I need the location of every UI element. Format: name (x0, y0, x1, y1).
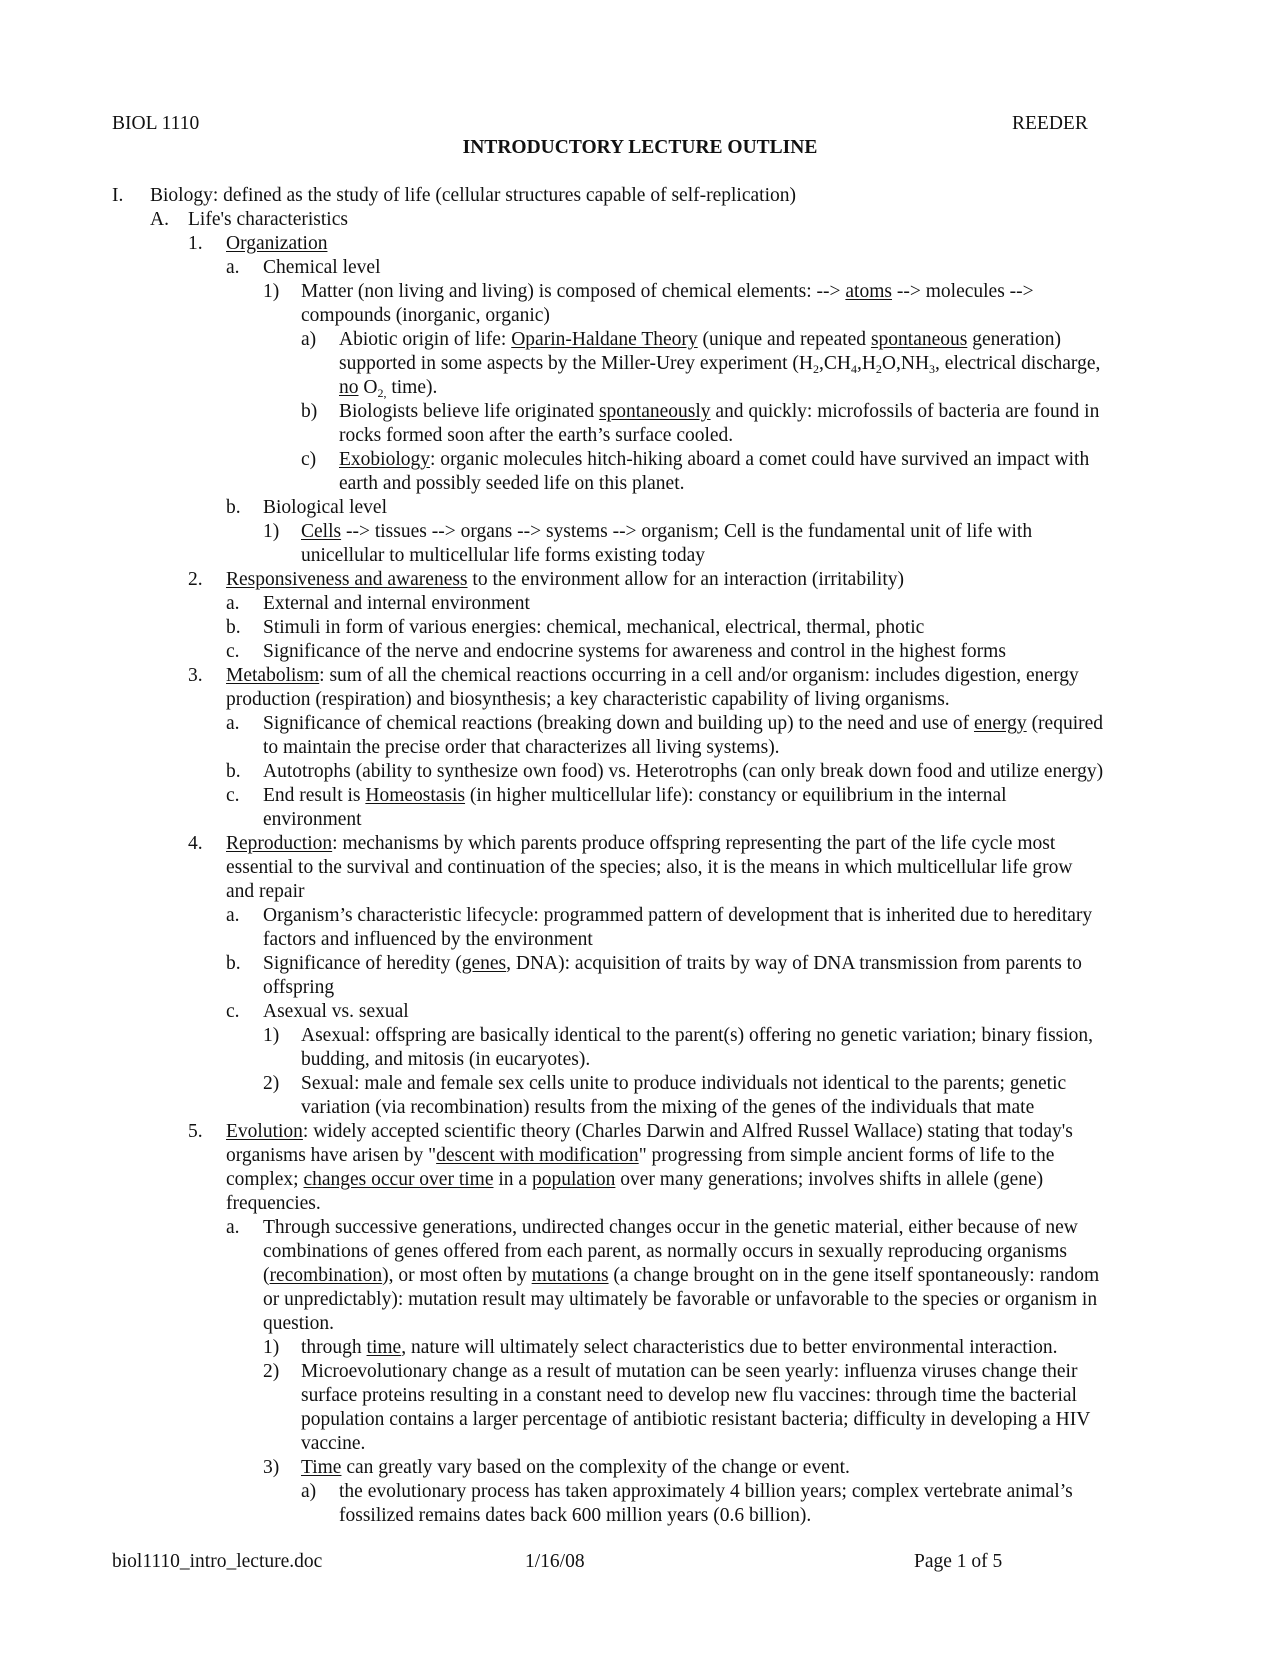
text-run: Asexual vs. sexual (263, 1001, 409, 1022)
outline-text (301, 1096, 1034, 1120)
text-run: Biology: defined as the study of life (cellular structures capable of self-replication) (150, 185, 796, 206)
underlined-term: energy (973, 713, 1027, 734)
outline-marker: b) (301, 401, 318, 422)
outline-text (263, 736, 780, 760)
text-run: --> tissues --> organs --> systems --> organism; Cell is the fundamental unit of life with (341, 521, 1033, 542)
underlined-term: spontaneously (598, 401, 711, 422)
outline-marker: A. (150, 209, 169, 230)
text-run: External and internal environment (263, 593, 530, 614)
text-run: over many generations; involves shifts in allele (gene) (615, 1169, 1044, 1190)
outline-text (263, 640, 1006, 664)
text-run: unicellular to multicellular life forms existing today (301, 545, 705, 566)
text-run: fossilized remains dates back 600 million years (0.6 billion). (339, 1505, 812, 1526)
outline-text (263, 928, 593, 952)
outline-marker: 1) (263, 281, 280, 302)
outline-text (263, 256, 381, 280)
text-run: Asexual: offspring are basically identical to the parent(s) offering no genetic variation; binary fission, (301, 1025, 1094, 1046)
text-run: End result is (263, 785, 366, 806)
underlined-term: Evolution (226, 1121, 303, 1142)
outline-text (301, 1360, 1077, 1384)
outline-marker: 1) (263, 521, 280, 542)
text-run: variation (via recombination) results from the mixing of the genes of the individuals that mate (301, 1097, 1035, 1118)
text-run: offspring (263, 977, 335, 998)
outline-text (301, 1072, 1066, 1096)
underlined-term: genes (461, 953, 507, 974)
outline-text (150, 184, 796, 208)
text-run: ), or most often by (382, 1265, 532, 1286)
outline-marker: c. (226, 1001, 240, 1022)
text-run: question. (263, 1313, 334, 1334)
text-run: Biological level (263, 497, 388, 518)
course-code: BIOL 1110 (112, 113, 200, 134)
text-run: vaccine. (301, 1433, 366, 1454)
outline-text (263, 1312, 334, 1336)
outline-marker: 2) (263, 1073, 280, 1094)
outline-text (226, 232, 327, 256)
outline-marker: 5. (188, 1121, 203, 1142)
text-run: population contains a larger percentage of antibiotic resistant bacteria; difficulty in developing a HIV (301, 1409, 1091, 1430)
outline-text (339, 472, 685, 496)
underlined-term: Reproduction (226, 833, 333, 854)
outline-marker: 1) (263, 1025, 280, 1046)
outline-text (263, 1000, 409, 1024)
outline-marker: 1) (263, 1337, 280, 1358)
outline-text (226, 1192, 321, 1216)
outline-text (263, 904, 1092, 928)
text-run: O,NH (881, 353, 930, 374)
outline-marker: b. (226, 497, 241, 518)
text-run: Microevolutionary change as a result of mutation can be seen yearly: influenza viruses change their (301, 1361, 1078, 1382)
text-run: : sum of all the chemical reactions occurring in a cell and/or organism: includes digestion, energy (319, 665, 1079, 686)
text-run: or unpredictably): mutation result may ultimately be favorable or unfavorable to the species or organism in (263, 1289, 1098, 1310)
subscript: 3 (929, 362, 936, 376)
underlined-term: descent with modification (436, 1145, 639, 1166)
subscript: 2, (377, 386, 387, 400)
text-run: Through successive generations, undirected changes occur in the genetic material, either because of new (263, 1217, 1078, 1238)
outline-marker: 2) (263, 1361, 280, 1382)
text-run: Matter (non living and living) is composed of chemical elements: --> (301, 281, 846, 302)
outline-text (226, 664, 1079, 688)
outline-text (226, 856, 1072, 880)
outline-text (226, 568, 904, 592)
outline-text (263, 808, 362, 832)
text-run: organisms have arisen by " (226, 1145, 437, 1166)
text-run: Significance of the nerve and endocrine systems for awareness and control in the highest forms (263, 641, 1006, 662)
text-run: Stimuli in form of various energies: chemical, mechanical, electrical, thermal, photic (263, 617, 925, 638)
outline-marker: 3. (188, 665, 203, 686)
underlined-term: Time (301, 1457, 342, 1478)
underlined-term: mutations (531, 1265, 609, 1286)
outline-text (226, 1144, 1054, 1168)
text-run: Significance of chemical reactions (breaking down and building up) to the need and use of (263, 713, 974, 734)
outline-text (226, 688, 950, 712)
text-run: through (301, 1337, 367, 1358)
outline-marker: b. (226, 953, 241, 974)
text-run: (unique and repeated (697, 329, 871, 350)
text-run: Abiotic origin of life: (339, 329, 512, 350)
text-run: , electrical discharge, (935, 353, 1101, 374)
outline-marker: a. (226, 905, 240, 926)
underlined-term: no (339, 377, 359, 398)
outline-marker: c. (226, 785, 240, 806)
outline-text (301, 304, 550, 328)
text-run: Significance of heredity ( (263, 953, 462, 974)
text-run: time). (386, 377, 438, 398)
text-run: " progressing from simple ancient forms of life to the (638, 1145, 1055, 1166)
text-run: O (358, 377, 378, 398)
outline-marker: I. (112, 185, 124, 206)
text-run: production (respiration) and biosynthesis; a key characteristic capability of living organisms. (226, 689, 950, 710)
text-run: , DNA): acquisition of traits by way of DNA transmission from parents to (506, 953, 1082, 974)
outline-text (226, 1168, 1043, 1192)
outline-text (263, 976, 334, 1000)
outline-marker: 4. (188, 833, 203, 854)
text-run: Autotrophs (ability to synthesize own food) vs. Heterotrophs (can only break down food and utilize energy) (263, 761, 1104, 782)
outline-text (339, 376, 437, 400)
text-run: , nature will ultimately select characteristics due to better environmental interaction. (401, 1337, 1058, 1358)
subscript: 2 (812, 362, 819, 376)
outline-text (301, 1024, 1093, 1048)
text-run: factors and influenced by the environment (263, 929, 593, 950)
underlined-term: spontaneous (870, 329, 968, 350)
outline-marker: c) (301, 449, 317, 470)
outline-text (263, 1240, 1067, 1264)
outline-text (301, 280, 1034, 304)
underlined-term: time (366, 1337, 402, 1358)
text-run: Life's characteristics (188, 209, 348, 230)
author-name: REEDER (1012, 113, 1088, 134)
outline-text (301, 1432, 365, 1456)
underlined-term: Cells (301, 521, 342, 542)
outline-text (226, 880, 305, 904)
text-run: : organic molecules hitch-hiking aboard a comet could have survived an impact with (430, 449, 1090, 470)
underlined-term: Oparin-Haldane Theory (511, 329, 698, 350)
text-run: environment (263, 809, 362, 830)
text-run: and quickly: microfossils of bacteria are found in (710, 401, 1100, 422)
text-run: complex; (226, 1169, 304, 1190)
text-run: (required (1026, 713, 1104, 734)
footer-page-number: Page 1 of 5 (914, 1551, 1003, 1572)
footer-date: 1/16/08 (525, 1551, 585, 1572)
outline-text (339, 1504, 811, 1528)
underlined-term: recombination (269, 1265, 383, 1286)
outline-text (339, 328, 1061, 352)
outline-marker: a. (226, 257, 240, 278)
text-run: compounds (inorganic, organic) (301, 305, 550, 326)
outline-marker: a) (301, 1481, 317, 1502)
outline-marker: a. (226, 1217, 240, 1238)
text-run: generation) (967, 329, 1062, 350)
text-run: in a (493, 1169, 532, 1190)
text-run: : widely accepted scientific theory (Charles Darwin and Alfred Russel Wallace) stating that today's (302, 1121, 1073, 1142)
outline-text (263, 952, 1082, 976)
outline-text (263, 784, 1007, 808)
outline-text (339, 1480, 1073, 1504)
outline-marker: b. (226, 761, 241, 782)
outline-text (263, 1288, 1097, 1312)
outline-text (301, 1048, 590, 1072)
text-run: the evolutionary process has taken approximately 4 billion years; complex vertebrate animal’s (339, 1481, 1073, 1502)
underlined-term: Organization (226, 233, 328, 254)
outline-text (339, 448, 1089, 472)
outline-marker: a) (301, 329, 317, 350)
outline-marker: b. (226, 617, 241, 638)
outline-text (263, 616, 924, 640)
underlined-term: Exobiology (339, 449, 430, 470)
outline-marker: c. (226, 641, 240, 662)
outline-text (301, 1408, 1090, 1432)
text-run: (a change brought on in the gene itself spontaneously: random (608, 1265, 1100, 1286)
outline-text (188, 208, 348, 232)
outline-text (263, 496, 387, 520)
text-run: Organism’s characteristic lifecycle: programmed pattern of development that is inherited due to hereditary (263, 905, 1093, 926)
subscript: 2 (875, 362, 882, 376)
outline-text (339, 400, 1099, 424)
text-run: Biologists believe life originated (339, 401, 599, 422)
text-run: budding, and mitosis (in eucaryotes). (301, 1049, 591, 1070)
underlined-term: changes occur over time (303, 1169, 494, 1190)
underlined-term: population (531, 1169, 616, 1190)
subscript: 4 (850, 362, 857, 376)
text-run: and repair (226, 881, 305, 902)
outline-text (301, 1384, 1077, 1408)
outline-text (263, 1264, 1099, 1288)
outline-text (301, 544, 705, 568)
text-run: can greatly vary based on the complexity of the change or event. (341, 1457, 850, 1478)
outline-text (301, 1456, 850, 1480)
document-title: INTRODUCTORY LECTURE OUTLINE (462, 137, 818, 158)
outline-text (339, 352, 1100, 376)
underlined-term: Responsiveness and awareness (226, 569, 468, 590)
text-run: ( (263, 1265, 270, 1286)
text-run: essential to the survival and continuation of the species; also, it is the means in which multicellular life grow (226, 857, 1073, 878)
outline-text (263, 592, 530, 616)
text-run: ,CH (818, 353, 851, 374)
outline-text (263, 1216, 1078, 1240)
text-run: ,H (856, 353, 876, 374)
outline-marker: a. (226, 713, 240, 734)
text-run: Sexual: male and female sex cells unite to produce individuals not identical to the parents; genetic (301, 1073, 1067, 1094)
outline-marker: 2. (188, 569, 203, 590)
text-run: : mechanisms by which parents produce offspring representing the part of the life cycle most (332, 833, 1056, 854)
text-run: to maintain the precise order that characterizes all living systems). (263, 737, 780, 758)
text-run: supported in some aspects by the Miller-Urey experiment (H (339, 353, 813, 374)
underlined-term: atoms (845, 281, 892, 302)
outline-text (263, 712, 1103, 736)
text-run: to the environment allow for an interaction (irritability) (467, 569, 904, 590)
outline-text (263, 760, 1103, 784)
text-run: (in higher multicellular life): constancy or equilibrium in the internal (465, 785, 1007, 806)
text-run: combinations of genes offered from each parent, as normally occurs in sexually reproducing organisms (263, 1241, 1067, 1262)
footer-filename: biol1110_intro_lecture.doc (112, 1551, 323, 1572)
outline-marker: 1. (188, 233, 203, 254)
outline-text (226, 1120, 1073, 1144)
text-run: earth and possibly seeded life on this planet. (339, 473, 685, 494)
text-run: Chemical level (263, 257, 381, 278)
text-run: surface proteins resulting in a constant need to develop new flu vaccines: through time the bacterial (301, 1385, 1077, 1406)
outline-marker: 3) (263, 1457, 280, 1478)
outline-marker: a. (226, 593, 240, 614)
text-run: rocks formed soon after the earth’s surface cooled. (339, 425, 734, 446)
outline-text (339, 424, 733, 448)
outline-text (226, 832, 1055, 856)
text-run: --> molecules --> (892, 281, 1034, 302)
text-run: frequencies. (226, 1193, 321, 1214)
underlined-term: Metabolism (226, 665, 320, 686)
underlined-term: Homeostasis (365, 785, 466, 806)
outline-text (301, 1336, 1057, 1360)
outline-text (301, 520, 1032, 544)
